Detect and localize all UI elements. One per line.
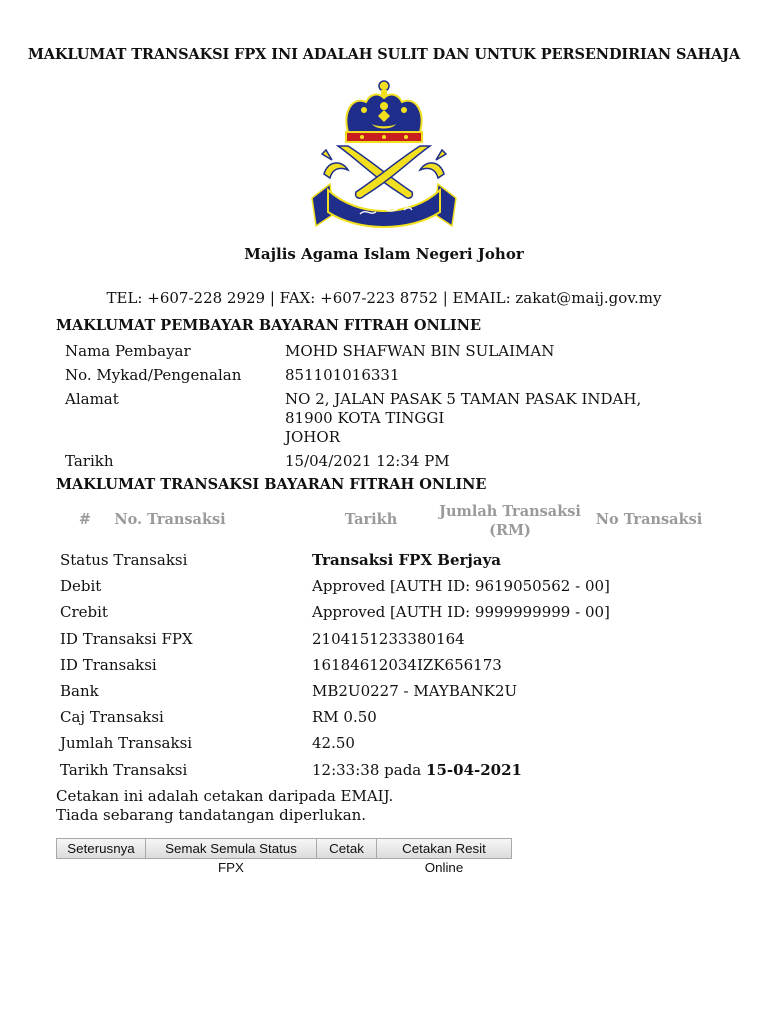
organization-name: Majlis Agama Islam Negeri Johor: [244, 245, 524, 263]
detail-value: 42.50: [312, 734, 355, 753]
column-header-amount: Jumlah Transaksi (RM): [439, 503, 581, 539]
transaction-section-title: MAKLUMAT TRANSAKSI BAYARAN FITRAH ONLINE: [56, 476, 487, 493]
column-header-number: #: [78, 511, 92, 528]
recheck-fpx-status-button[interactable]: Semak Semula Status FPX: [145, 838, 317, 859]
detail-value: 16184612034IZK656173: [312, 655, 502, 674]
print-footnote: [56, 787, 393, 825]
detail-row-transaction-date: [60, 757, 680, 783]
detail-value: RM 0.50: [312, 708, 377, 727]
action-button-bar: [56, 838, 511, 875]
column-header-date: Tarikh: [344, 511, 398, 528]
payer-row-mykad: [65, 366, 665, 385]
detail-label: Jumlah Transaksi: [60, 734, 193, 753]
detail-row-fee: [60, 704, 680, 730]
payer-value: 851101016331: [285, 366, 400, 384]
column-header-transaction-no: No. Transaksi: [114, 511, 226, 528]
next-button[interactable]: Seterusnya: [56, 838, 146, 859]
payer-label: Tarikh: [65, 452, 114, 470]
detail-row-status: [60, 547, 680, 573]
payer-row-date: [65, 452, 665, 471]
transaction-table-header: [56, 503, 712, 541]
detail-row-credit: [60, 599, 680, 625]
detail-row-amount: [60, 730, 680, 756]
johor-crest-logo: [308, 80, 460, 232]
detail-row-fpx-id: [60, 626, 680, 652]
payer-label: No. Mykad/Pengenalan: [65, 366, 242, 384]
status-value: Transaksi FPX Berjaya: [312, 551, 502, 570]
payer-row-name: [65, 342, 665, 361]
detail-value: 2104151233380164: [312, 629, 465, 648]
detail-row-bank: [60, 678, 680, 704]
transaction-details: [60, 547, 680, 783]
detail-label: ID Transaksi FPX: [60, 629, 193, 648]
transaction-datetime: [312, 761, 680, 779]
detail-label: Bank: [60, 682, 99, 701]
footnote-line-1: Cetakan ini adalah cetakan daripada EMAIJ.: [56, 787, 394, 805]
transaction-date: 15-04-2021: [426, 760, 522, 779]
footnote-line-2: Tiada sebarang tandatangan diperlukan.: [56, 806, 367, 824]
detail-label: Status Transaksi: [60, 551, 188, 570]
detail-row-transaction-id: [60, 652, 680, 678]
print-online-receipt-button[interactable]: Cetakan Resit Online: [376, 838, 512, 859]
payer-value: 15/04/2021 12:34 PM: [285, 452, 450, 470]
payer-row-address: [65, 390, 665, 447]
contact-info: TEL: +607-228 2929 | FAX: +607-223 8752 | EMAIL: zakat@maij.gov.my: [106, 289, 662, 307]
print-button[interactable]: Cetak: [316, 838, 377, 859]
payer-label: Alamat: [65, 390, 119, 408]
payer-label: Nama Pembayar: [65, 342, 191, 360]
detail-value: Approved [AUTH ID: 9619050562 - 00]: [312, 577, 610, 596]
payer-value: NO 2, JALAN PASAK 5 TAMAN PASAK INDAH, 81900 KOTA TINGGI JOHOR: [285, 390, 642, 446]
date-connector: pada: [384, 760, 422, 779]
detail-label: Debit: [60, 577, 102, 596]
detail-row-debit: [60, 573, 680, 599]
payer-section-title: MAKLUMAT PEMBAYAR BAYARAN FITRAH ONLINE: [56, 317, 482, 334]
detail-label: Caj Transaksi: [60, 708, 164, 727]
detail-value: MB2U0227 - MAYBANK2U: [312, 682, 518, 701]
payer-value: MOHD SHAFWAN BIN SULAIMAN: [285, 342, 555, 360]
confidential-notice: MAKLUMAT TRANSAKSI FPX INI ADALAH SULIT DAN UNTUK PERSENDIRIAN SAHAJA: [27, 46, 741, 63]
detail-label: ID Transaksi: [60, 655, 157, 674]
column-header-transaction-no-2: No Transaksi: [595, 511, 703, 528]
detail-label: Crebit: [60, 603, 108, 622]
payer-info-table: [65, 342, 665, 476]
detail-value: Approved [AUTH ID: 9999999999 - 00]: [312, 603, 610, 622]
transaction-time: 12:33:38: [312, 760, 380, 779]
detail-label: Tarikh Transaksi: [60, 760, 188, 779]
